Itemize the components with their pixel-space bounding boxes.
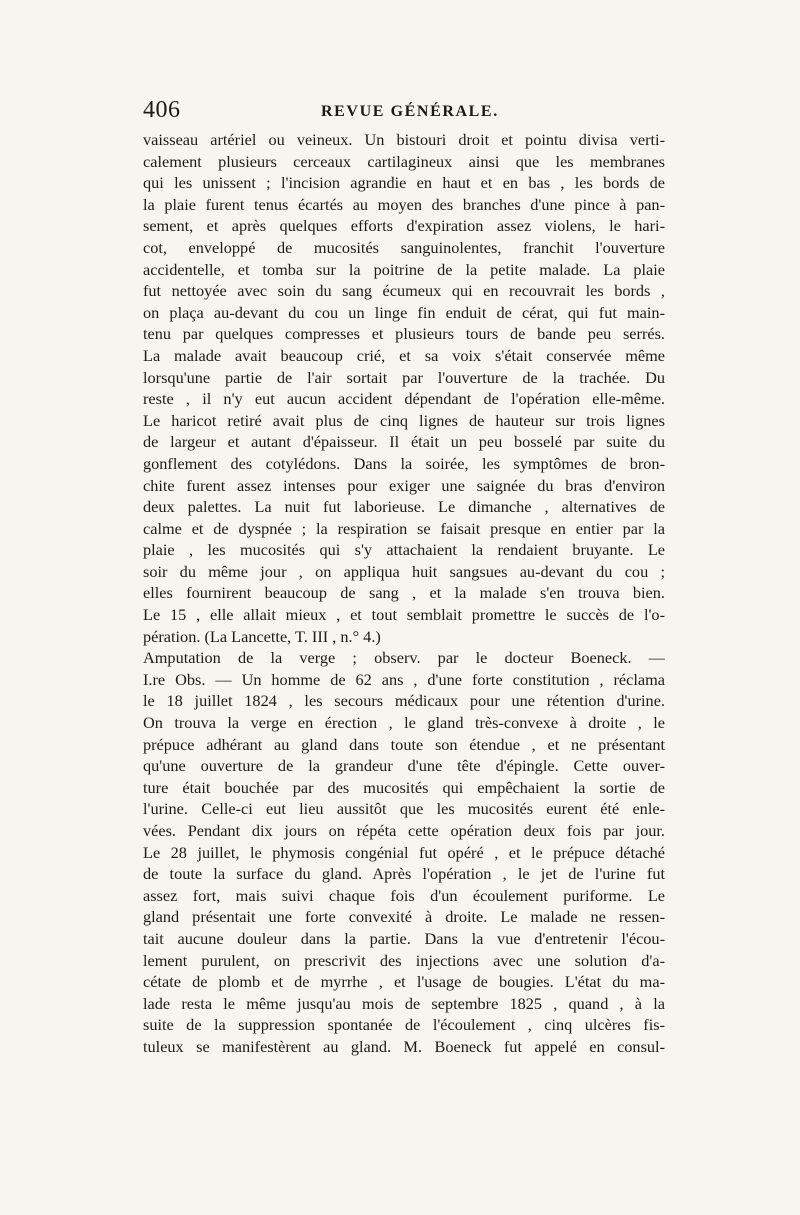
text-line: accidentelle, et tomba sur la poitrine de la petite malade. La plaie — [143, 259, 665, 279]
text-line: sement, et après quelques efforts d'expiration assez violens, le hari- — [143, 216, 665, 236]
text-line: vées. Pendant dix jours on répéta cette opération deux fois par jour. — [143, 821, 665, 840]
text-line: cétate de plomb et de myrrhe , et l'usage de bougies. L'état du ma- — [143, 972, 665, 992]
text-line: tait aucune douleur dans la partie. Dans la vue d'entretenir l'écou- — [143, 928, 665, 948]
text-line: de largeur et autant d'épaisseur. Il était un peu bosselé par suite du — [143, 432, 665, 452]
text-line: suite de la suppression spontanée de l'écoulement , cinq ulcères fis- — [143, 1015, 665, 1035]
text-line: Le haricot retiré avait plus de cinq lignes de hauteur sur trois lignes — [143, 410, 665, 430]
text-line: qu'une ouverture de la grandeur d'une tête d'épingle. Cette ouver- — [143, 756, 665, 776]
text-line: vaisseau artériel ou veineux. Un bistouri droit et pointu divisa verti- — [143, 130, 665, 149]
text-line: tenu par quelques compresses et plusieurs tours de bande peu serrés. — [143, 324, 665, 344]
text-line: qui les unissent ; l'incision agrandie en haut et en bas , les bords de — [143, 173, 665, 193]
text-line: calement plusieurs cerceaux cartilagineux ainsi que les membranes — [143, 151, 665, 171]
text-line: elles fournirent beaucoup de sang , et la malade s'en trouva bien. — [143, 583, 665, 603]
text-line: assez fort, mais suivi chaque fois d'un écoulement puriforme. Le — [143, 885, 665, 905]
text-line: chite furent assez intenses pour exiger une saignée du bras d'environ — [143, 475, 665, 495]
text-line: Le 28 juillet, le phymosis congénial fut opéré , et le prépuce détaché — [143, 842, 665, 862]
text-line: Le 15 , elle allait mieux , et tout semblait promettre le succès de l'o- — [143, 605, 665, 625]
text-line: pération. (La Lancette, T. III , n.° 4.) — [143, 626, 381, 646]
text-line: calme et de dyspnée ; la respiration se faisait presque en entier par la — [143, 518, 665, 538]
text-line: le 18 juillet 1824 , les secours médicaux pour une rétention d'urine. — [143, 691, 665, 711]
running-head: REVUE GÉNÉRALE. — [321, 103, 499, 120]
text-line: la plaie furent tenus écartés au moyen des branches d'une pince à pan- — [143, 194, 665, 214]
text-line: gland présentait une forte convexité à droite. Le malade ne ressen- — [143, 907, 665, 927]
text-line: soir du même jour , on appliqua huit sangsues au-devant du cou ; — [143, 561, 665, 581]
text-line: fut nettoyée avec soin du sang écumeux qui en recouvrait les bords , — [143, 281, 665, 301]
text-line: lade resta le même jusqu'au mois de septembre 1825 , quand , à la — [143, 993, 665, 1013]
text-line: l'urine. Celle-ci eut lieu aussitôt que les mucosités eurent été enle- — [143, 799, 665, 819]
text-line: lement purulent, on prescrivit des injections avec une solution d'a- — [143, 950, 665, 970]
book-page — [143, 95, 665, 1058]
text-line: prépuce adhérant au gland dans toute son étendue , et ne présentant — [143, 734, 665, 754]
text-line: La malade avait beaucoup crié, et sa voix s'était conservée même — [143, 345, 665, 365]
text-line: plaie , les mucosités qui s'y attachaient la rendaient bruyante. Le — [143, 540, 665, 560]
text-line: on plaça au-devant du cou un linge fin enduit de cérat, qui fut main- — [143, 302, 665, 322]
text-line: cot, enveloppé de mucosités sanguinolentes, franchit l'ouverture — [143, 237, 665, 257]
text-line: I.re Obs. — Un homme de 62 ans , d'une forte constitution , réclama — [143, 669, 665, 689]
text-line: reste , il n'y eut aucun accident dépendant de l'opération elle-même. — [143, 389, 665, 409]
text-line: tuleux se manifestèrent au gland. M. Boeneck fut appelé en consul- — [143, 1036, 665, 1056]
text-line: deux palettes. La nuit fut laborieuse. Le dimanche , alternatives de — [143, 497, 665, 517]
text-line: gonflement des cotylédons. Dans la soirée, les symptômes de bron- — [143, 453, 665, 473]
text-line: ture était bouchée par des mucosités qui empêchaient la sortie de — [143, 777, 665, 797]
page-number: 406 — [143, 97, 181, 123]
text-line: On trouva la verge en érection , le gland très-convexe à droite , le — [143, 713, 665, 733]
text-line: lorsqu'une partie de l'air sortait par l'ouverture de la trachée. Du — [143, 367, 665, 387]
page-header — [143, 95, 665, 129]
section-heading-line: Amputation de la verge ; observ. par le docteur Boeneck. — — [143, 648, 665, 668]
body-text — [143, 129, 665, 1058]
text-line: de toute la surface du gland. Après l'opération , le jet de l'urine fut — [143, 864, 665, 884]
